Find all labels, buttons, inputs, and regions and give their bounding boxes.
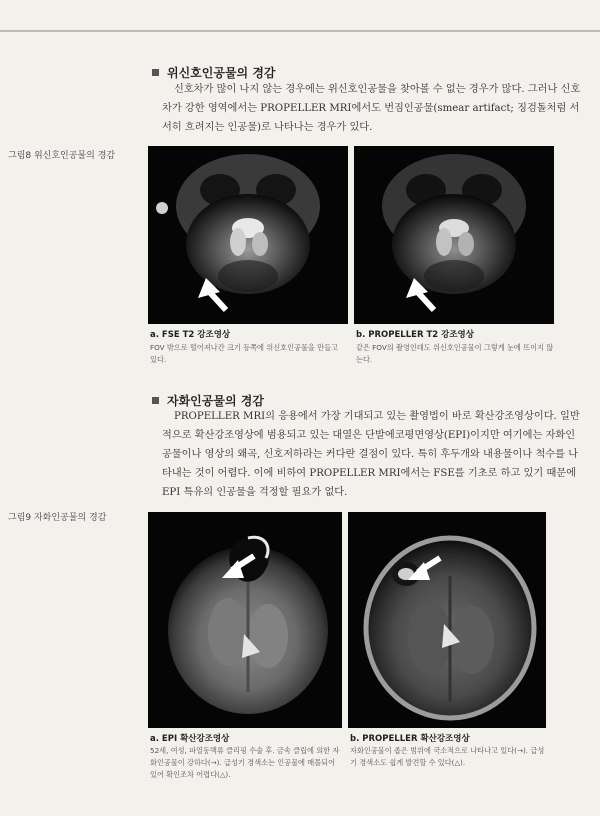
figure9a-title: a. EPI 확산강조영상 [150,734,230,744]
figure8b-caption: 같은 FOV의 촬영인데도 위신호인공물이 그렇게 눈에 뜨이지 않는다. [356,343,554,364]
figure9-label: 그림9 자화인공물의 경감 [8,513,107,523]
figure9b-title: b. PROPELLER 확산강조영상 [350,734,470,744]
section-heading-aliasing [152,64,276,81]
section-heading-text: 자화인공물의 경감 [167,394,264,408]
figure9a-caption: 52세, 여성, 파열동맥류 클리핑 수술 후. 금속 클립에 의한 자화인공물이 강하다(→). 급성기 경색소는 인공물에 매몰되어 있어 확인조차 어렵다(△). [150,746,340,779]
figure9b-mri-image [348,512,546,728]
figure8a-title: a. FSE T2 강조영상 [150,330,231,340]
figure9a-mri-image [148,512,342,728]
figure8b-title: b. PROPELLER T2 강조영상 [356,330,474,340]
section-heading-text: 위신호인공물의 경감 [167,66,276,80]
figure9b-caption: 자화인공물이 좁은 범위에 국소적으로 나타나고 있다(→). 급성기 경색소도 쉽게 발견할 수 있다(△). [350,746,545,767]
figure8-label: 그림8 위신호인공물의 경감 [8,151,116,161]
figure8a-caption: FOV 밖으로 떨어져나간 크기 등쪽에 위신호인공물을 만들고 있다. [150,343,338,364]
paragraph-susceptibility: PROPELLER MRI의 응용에서 가장 기대되고 있는 촬영법이 바로 확산강조영상이다. 일반적으로 확산강조영상에 범용되고 있는 대열은 단발에코평면영상(EPI)이지만 여기에는 자화인공물이나 영상의 왜곡, 신호저하라는 커다란 결점이 있다. 특히 후두개와 내용물이나 척수를 나타내는 것이 어렵다. 이에 비하여 PROPELLER MRI에서는 FSE를 기초로 하고 있기 때문에 EPI 특유의 인공물을 걱정할 필요가 없다. [162,411,580,498]
figure8b-mri-image [354,146,554,324]
bullet-square-icon [152,69,159,76]
paragraph-aliasing: 신호차가 많이 나지 않는 경우에는 위신호인공물을 찾아볼 수 없는 경우가 많다. 그러나 신호차가 강한 영역에서는 PROPELLER MRI에서도 번짐인공물(smear artifact; 징검돌처럼 서서히 흐려지는 인공물)로 나타나는 경우가 있다. [162,84,581,133]
figure8a-mri-image [148,146,348,324]
top-rule [0,30,600,32]
bullet-square-icon [152,397,159,404]
